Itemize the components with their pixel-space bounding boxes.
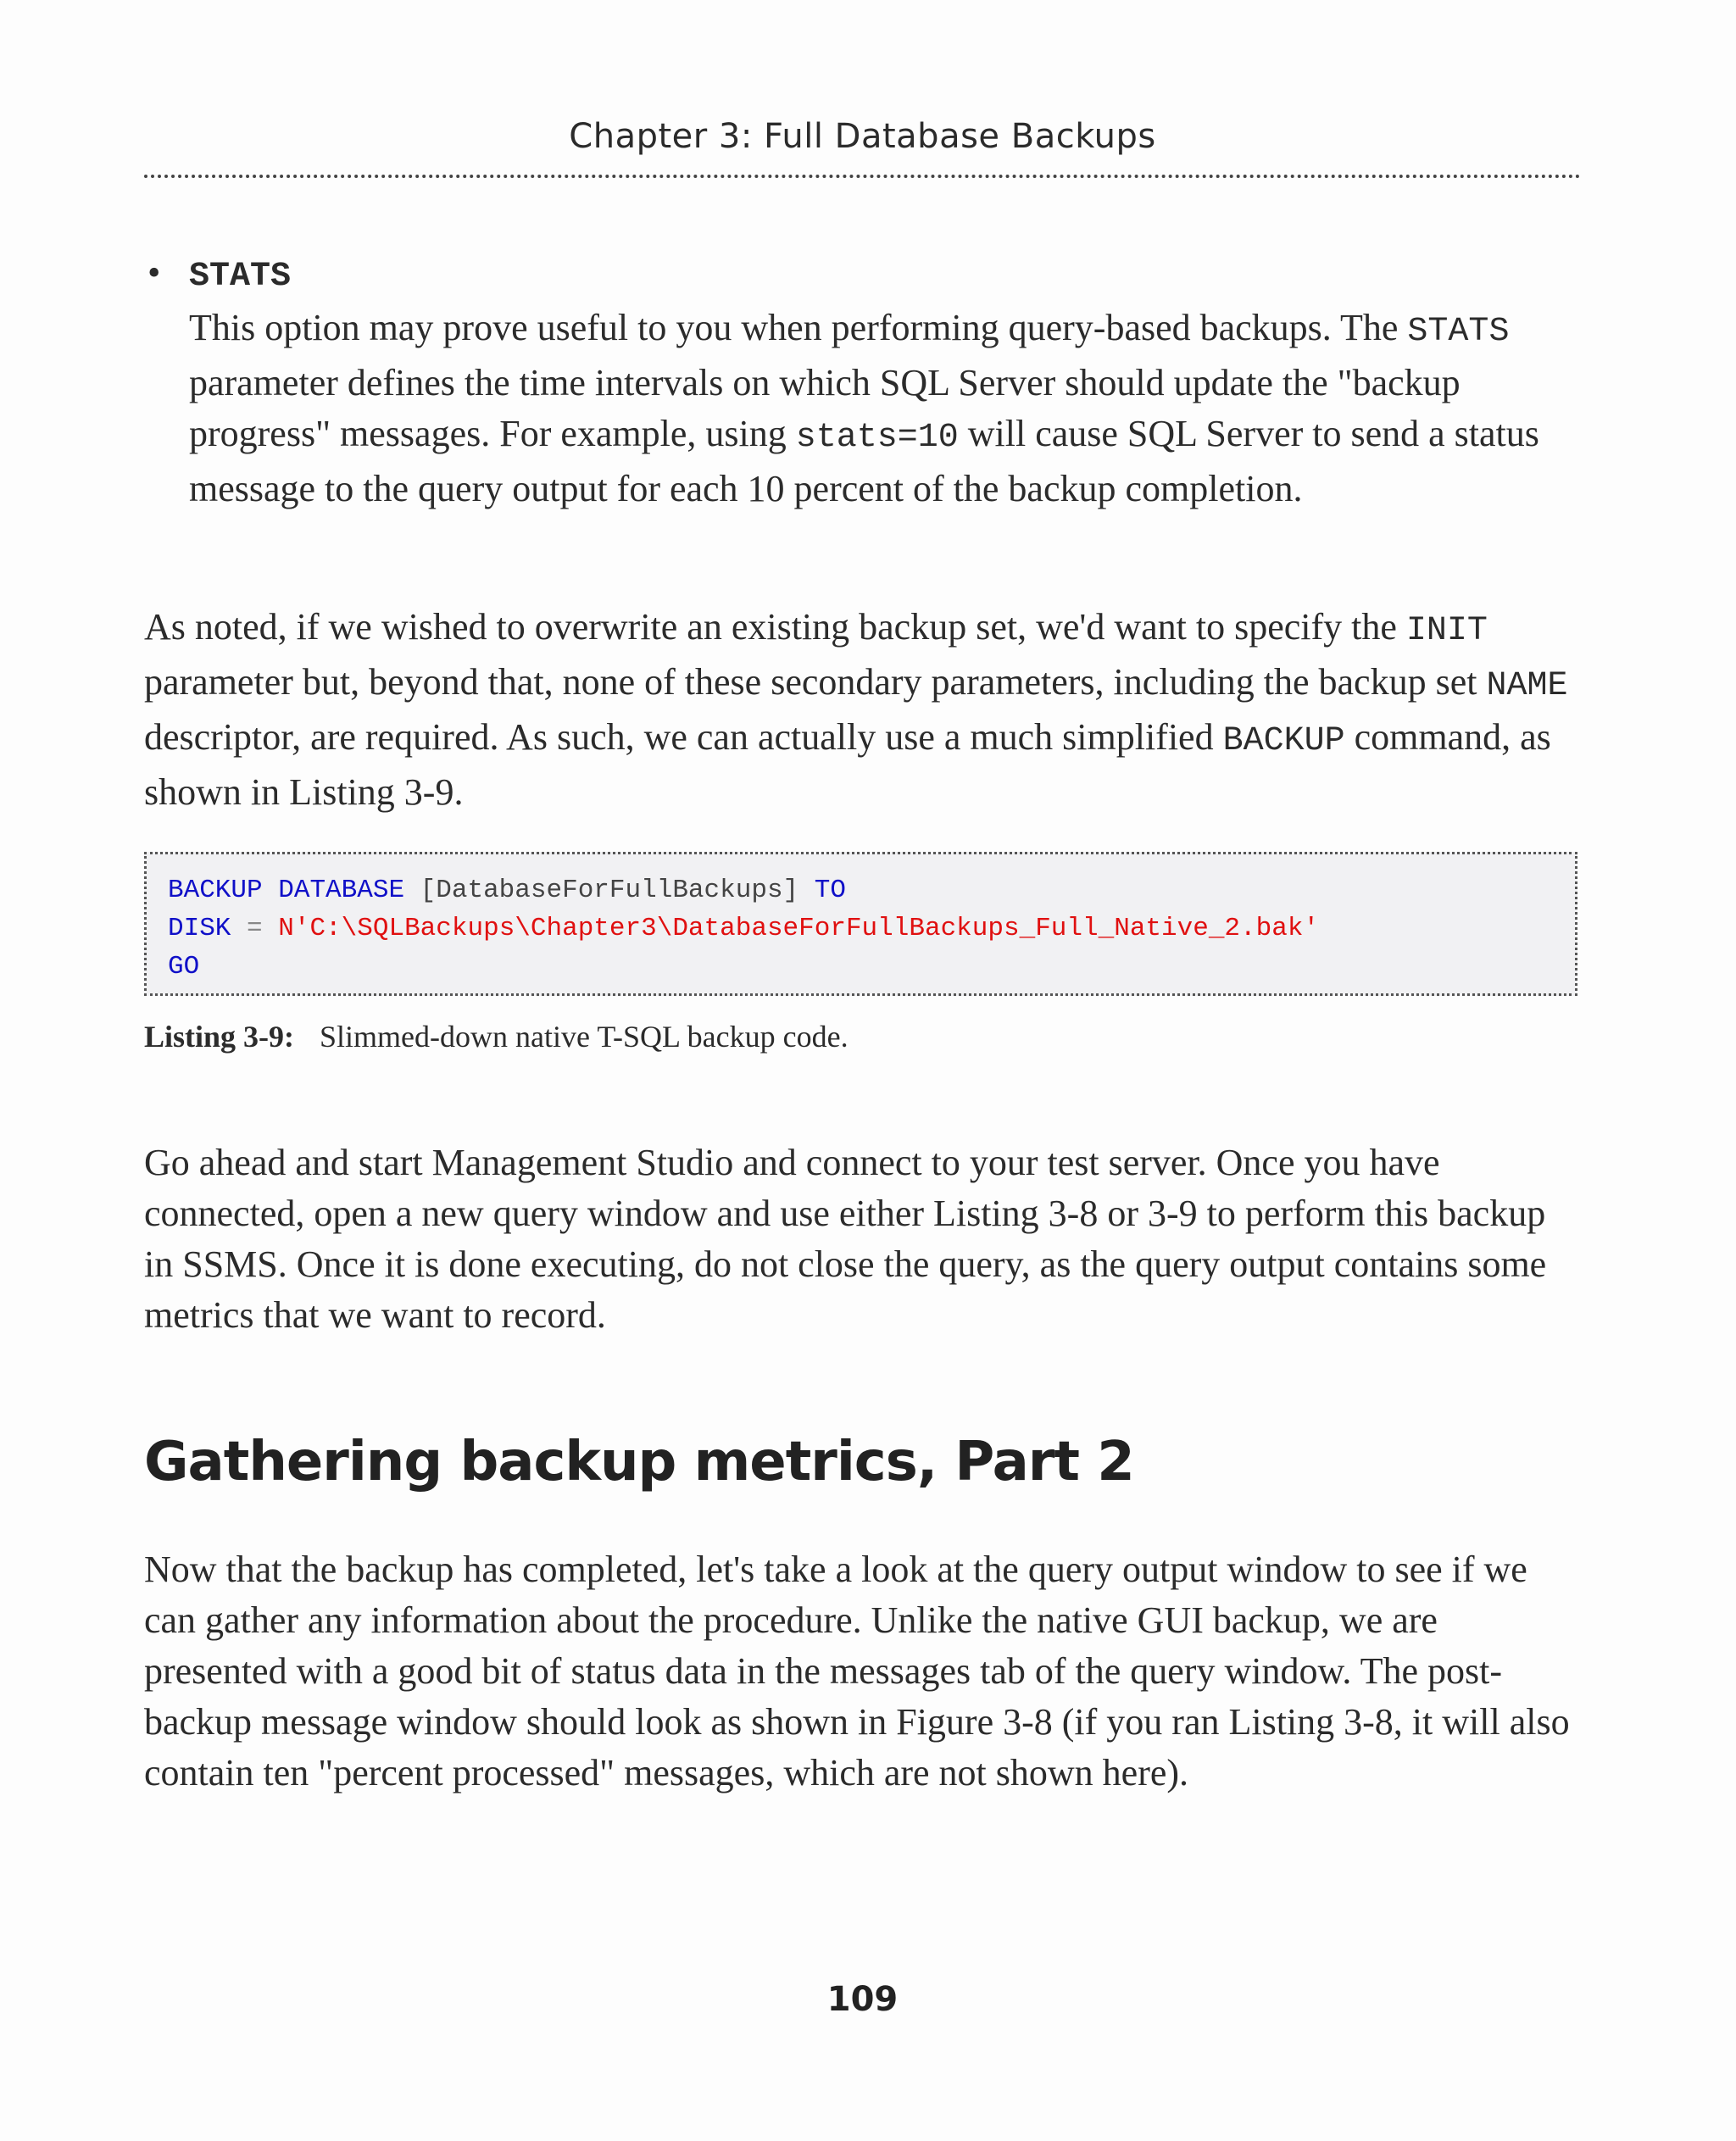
kw-disk: DISK [168,914,231,943]
inline-code-backup: BACKUP [1222,722,1345,760]
disk-path-string: N'C:\SQLBackups\Chapter3\DatabaseForFullBackups_Full_Native_2.bak' [278,914,1320,943]
bullet-text-1: This option may prove useful to you when performing query-based backups. The [189,307,1408,348]
bullet-marker: • [147,252,161,293]
section-heading: Gathering backup metrics, Part 2 [144,1431,1134,1493]
inline-code-stats-10: stats=10 [795,419,959,457]
header-rule [144,175,1581,178]
inline-code-name: NAME [1486,667,1568,705]
caption-label: Listing 3-9: [144,1020,295,1054]
code-line-2 [168,909,1575,948]
kw-go: GO [168,952,200,982]
caption-text: Slimmed-down native T-SQL backup code. [320,1020,849,1054]
running-head: Chapter 3: Full Database Backups [569,117,1156,156]
op-equals: = [247,914,263,943]
inline-code-init: INIT [1405,612,1488,650]
code-line-1 [168,871,1575,909]
para1-text-3: descriptor, are required. As such, we can actually use a much simplified [144,716,1223,758]
para1-text-2: parameter but, beyond that, none of these secondary parameters, including the backup set [144,661,1487,703]
listing-caption [144,1015,1581,1058]
inline-code-stats: STATS [1407,313,1510,351]
paragraph-backup-completed: Now that the backup has completed, let's take a look at the query output window to see if we can gather any information about the procedure. Unlike the native GUI backup, we are presented with a good bit of status data in the messages tab of the query window. The post-backup message window should look as shown in Figure 3-8 (if you ran Listing 3-8, it will also contain ten "percent processed" messages, which are not shown here). [144,1549,1570,1793]
paragraph-overwrite [144,602,1581,818]
para1-text-1: As noted, if we wished to overwrite an existing backup set, we'd want to specify the [144,606,1406,648]
para1-text-4: command, as shown in Listing 3-9. [144,716,1551,813]
kw-backup: BACKUP [168,876,263,905]
kw-database: DATABASE [278,876,405,905]
bullet-text-2: parameter defines the time intervals on which SQL Server should update the "backup progress" messages. For example, using [189,362,1461,454]
code-listing-3-9 [144,852,1577,996]
paragraph-management-studio: Go ahead and start Management Studio and connect to your test server. Once you have connected, open a new query window and use either Listing 3-8 or 3-9 to perform this backup in SSMS. Once it is done executing, do not close the query, as the query output contains some metrics that we want to record. [144,1142,1547,1336]
db-identifier: [DatabaseForFullBackups] [420,876,799,905]
bullet-content [189,247,1579,514]
bullet-term: STATS [189,258,292,296]
page-number: 109 [826,1980,899,2019]
kw-to: TO [814,876,846,905]
bullet-description [189,303,1579,514]
bullet-text-3: will cause SQL Server to send a status message to the query output for each 10 percent of the backup completion. [189,413,1539,509]
code-line-3 [168,948,1575,986]
